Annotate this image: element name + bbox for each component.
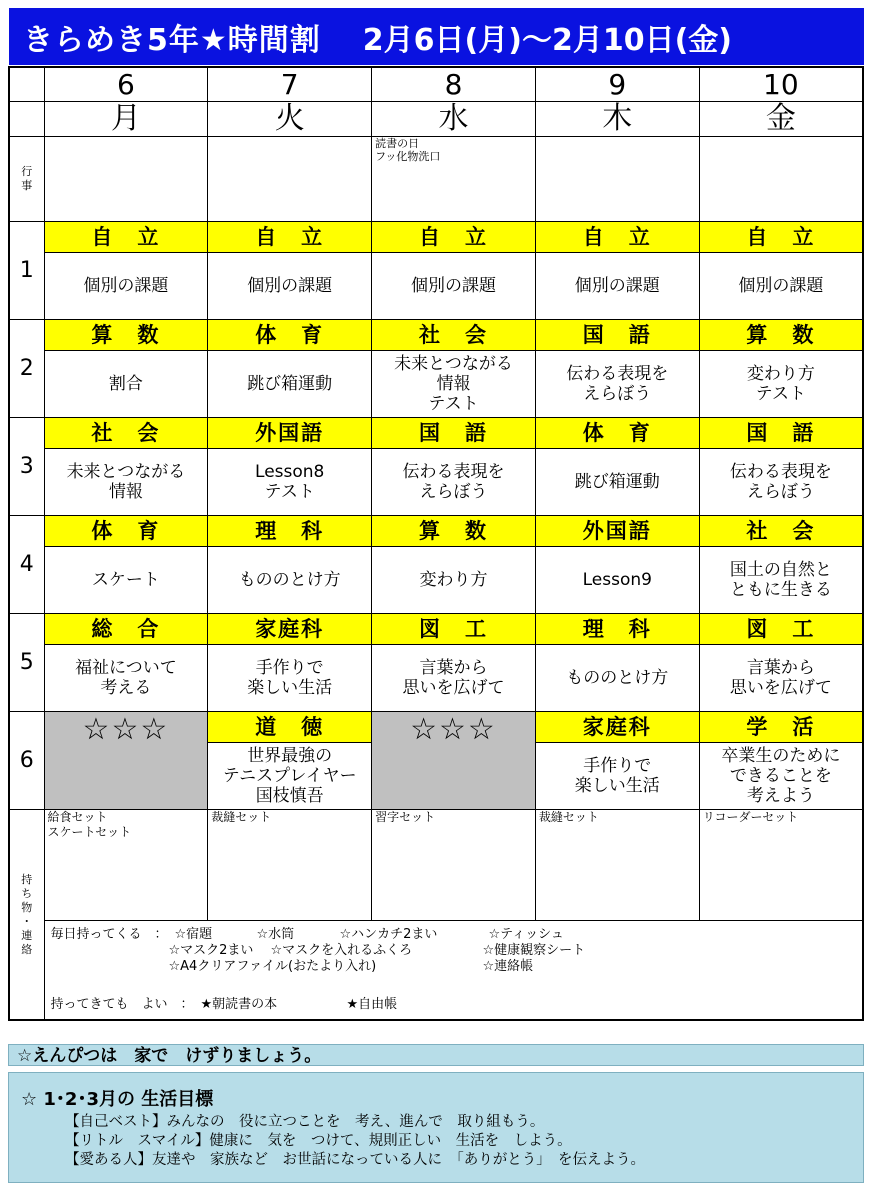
stars-mark: ☆☆☆: [82, 712, 170, 747]
event-cell: [535, 137, 699, 222]
event-cell: [208, 137, 372, 222]
subject-label: 総 合: [45, 614, 208, 645]
daily-prefix: 毎日持ってくる ：: [50, 927, 168, 942]
period-label: 5: [9, 614, 44, 712]
lesson-content: 手作りで 楽しい生活: [574, 756, 660, 796]
subject-label: 体 育: [208, 320, 371, 351]
page-header: [9, 8, 864, 65]
lesson-content: 変わり方 テスト: [746, 364, 815, 404]
weekday: 月: [44, 102, 208, 137]
page-title: きらめき5年★時間割: [23, 22, 321, 58]
belongings-row-label: 持 ち 物 ・ 連 絡: [9, 810, 44, 1021]
day-number: 10: [699, 67, 863, 102]
lesson-content: 福祉について 考える: [75, 658, 177, 698]
periods: [9, 222, 863, 810]
weekday: 水: [372, 102, 536, 137]
lesson-content: 言葉から 思いを広げて: [729, 658, 832, 698]
event-cell: [44, 137, 208, 222]
subject-label: 算 数: [45, 320, 208, 351]
period-row: [9, 516, 863, 614]
class-cell: [535, 320, 699, 418]
lesson-content: 未来とつながる 情報: [66, 462, 186, 502]
daily-item: ☆ハンカチ2まい: [339, 927, 438, 942]
class-cell: [44, 614, 208, 712]
period-label: 1: [9, 222, 44, 320]
class-cell: [44, 516, 208, 614]
lesson-content: 手作りで 楽しい生活: [247, 658, 333, 698]
lesson-content: もののとけ方: [238, 570, 341, 590]
daily-item: ☆A4クリアファイル(おたより入れ): [168, 959, 377, 974]
event-cell: 読書の日 フッ化物洗口: [372, 137, 536, 222]
date-range: 2月6日(月)～2月10日(金): [362, 22, 732, 58]
class-cell: [208, 222, 372, 320]
lesson-content: Lesson8 テスト: [255, 462, 325, 502]
class-cell: [535, 516, 699, 614]
subject-label: 自 立: [700, 222, 862, 253]
goal-line: 【リトル スマイル】健康に 気を つけて、規則正しい 生活を しよう。: [65, 1133, 572, 1149]
period-row: [9, 320, 863, 418]
belongings-cell: 裁縫セット: [208, 810, 372, 921]
subject-label: 国 語: [536, 320, 699, 351]
subject-label: 算 数: [372, 516, 535, 547]
class-cell: [208, 418, 372, 516]
class-cell: [372, 418, 536, 516]
class-cell: [372, 614, 536, 712]
period-label: 6: [9, 712, 44, 810]
subject-label: 算 数: [700, 320, 862, 351]
lesson-content: 国土の自然と ともに生きる: [729, 560, 832, 600]
subject-label: 国 語: [700, 418, 862, 449]
pencil-note: ☆えんぴつは 家で けずりましょう。: [8, 1044, 864, 1066]
day-number-row: [9, 67, 863, 102]
subject-label: 道 徳: [208, 712, 371, 743]
daily-items-row: [9, 921, 863, 1021]
lesson-content: 個別の課題: [574, 276, 660, 296]
life-goals: [8, 1072, 864, 1183]
subject-label: 外国語: [536, 516, 699, 547]
subject-label: 家庭科: [208, 614, 371, 645]
class-cell: [44, 418, 208, 516]
subject-label: 社 会: [372, 320, 535, 351]
daily-item: ☆健康観察シート: [482, 943, 586, 958]
subject-label: 理 科: [536, 614, 699, 645]
goals-title: ☆ 1･2･3月の 生活目標: [21, 1089, 214, 1110]
lesson-content: 個別の課題: [410, 276, 496, 296]
weekday: 火: [208, 102, 372, 137]
subject-label: 図 工: [372, 614, 535, 645]
class-cell: [208, 320, 372, 418]
lesson-content: 伝わる表現を えらぼう: [402, 462, 505, 502]
weekday: 金: [699, 102, 863, 137]
daily-item: ☆水筒: [256, 927, 295, 942]
period-row: [9, 418, 863, 516]
class-cell: [535, 418, 699, 516]
belongings-row: [9, 810, 863, 921]
subject-label: 学 活: [700, 712, 862, 743]
lesson-content: 世界最強の テニスプレイヤー 国枝慎吾: [222, 746, 357, 806]
class-cell: [699, 614, 863, 712]
class-cell: [372, 320, 536, 418]
lesson-content: 伝わる表現を えらぼう: [729, 462, 832, 502]
subject-label: 理 科: [208, 516, 371, 547]
class-cell: [535, 614, 699, 712]
lesson-content: 未来とつながる 情報 テスト: [394, 354, 513, 414]
corner-cell: [9, 67, 44, 102]
class-cell: [699, 516, 863, 614]
class-cell: [208, 712, 372, 810]
class-cell: [44, 222, 208, 320]
lesson-content: 個別の課題: [83, 276, 169, 296]
subject-label: 自 立: [208, 222, 371, 253]
free-period-cell: [44, 712, 208, 810]
period-label: 2: [9, 320, 44, 418]
period-row: [9, 614, 863, 712]
class-cell: [699, 418, 863, 516]
optional-item: ★自由帳: [346, 997, 398, 1012]
daily-item: ☆ティッシュ: [488, 927, 564, 942]
subject-label: 自 立: [45, 222, 208, 253]
belongings-cell: 習字セット: [372, 810, 536, 921]
goal-line: 【愛ある人】友達や 家族など お世話になっている人に 「ありがとう」 を伝えよう。: [65, 1152, 645, 1168]
lesson-content: Lesson9: [582, 570, 652, 590]
daily-item: ☆マスク2まい: [168, 943, 254, 958]
lesson-content: もののとけ方: [566, 668, 669, 688]
stars-mark: ☆☆☆: [410, 712, 497, 747]
class-cell: [44, 320, 208, 418]
optional-prefix: 持ってきても よい ：: [50, 997, 194, 1012]
daily-item: ☆連絡帳: [482, 959, 534, 974]
free-period-cell: [372, 712, 536, 810]
subject-label: 家庭科: [536, 712, 699, 743]
class-cell: [372, 222, 536, 320]
period-label: 4: [9, 516, 44, 614]
lesson-content: 卒業生のために できることを 考えよう: [721, 746, 841, 806]
class-cell: [372, 516, 536, 614]
subject-label: 社 会: [45, 418, 208, 449]
lesson-content: 言葉から 思いを広げて: [402, 658, 505, 698]
events-row-label: 行 事: [9, 137, 44, 222]
subject-label: 国 語: [372, 418, 535, 449]
subject-label: 図 工: [700, 614, 862, 645]
weekday-row: [9, 102, 863, 137]
optional-item: ★朝読書の本: [200, 997, 278, 1012]
period-label: 3: [9, 418, 44, 516]
subject-label: 体 育: [45, 516, 208, 547]
class-cell: [535, 222, 699, 320]
weekday: 木: [535, 102, 699, 137]
class-cell: [208, 516, 372, 614]
subject-label: 体 育: [536, 418, 699, 449]
events-row: [9, 137, 863, 222]
subject-label: 外国語: [208, 418, 371, 449]
daily-items: [44, 921, 863, 1021]
daily-item: ☆マスクを入れるふくろ: [270, 943, 413, 958]
goal-line: 【自己ベスト】みんなの 役に立つことを 考え、進んで 取り組もう。: [65, 1114, 545, 1130]
belongings-cell: リコーダーセット: [699, 810, 863, 921]
daily-item: ☆宿題: [174, 927, 213, 942]
event-cell: [699, 137, 863, 222]
day-number: 7: [208, 67, 372, 102]
day-number: 6: [44, 67, 208, 102]
corner-cell: [9, 102, 44, 137]
lesson-content: 割合: [108, 374, 143, 394]
subject-label: 自 立: [372, 222, 535, 253]
class-cell: [535, 712, 699, 810]
lesson-content: 跳び箱運動: [247, 374, 333, 394]
subject-label: 社 会: [700, 516, 862, 547]
day-number: 8: [372, 67, 536, 102]
lesson-content: 個別の課題: [738, 276, 824, 296]
period-row: [9, 222, 863, 320]
day-number: 9: [535, 67, 699, 102]
class-cell: [699, 320, 863, 418]
lesson-content: 変わり方: [419, 570, 488, 590]
class-cell: [699, 712, 863, 810]
period-row: [9, 712, 863, 810]
lesson-content: スケート: [91, 570, 160, 590]
lesson-content: 跳び箱運動: [574, 472, 660, 492]
class-cell: [208, 614, 372, 712]
subject-label: 自 立: [536, 222, 699, 253]
belongings-cell: 給食セット スケートセット: [44, 810, 208, 921]
lesson-content: 個別の課題: [247, 276, 333, 296]
lesson-content: 伝わる表現を えらぼう: [566, 364, 669, 404]
timetable: [8, 66, 864, 1021]
belongings-cell: 裁縫セット: [535, 810, 699, 921]
class-cell: [699, 222, 863, 320]
